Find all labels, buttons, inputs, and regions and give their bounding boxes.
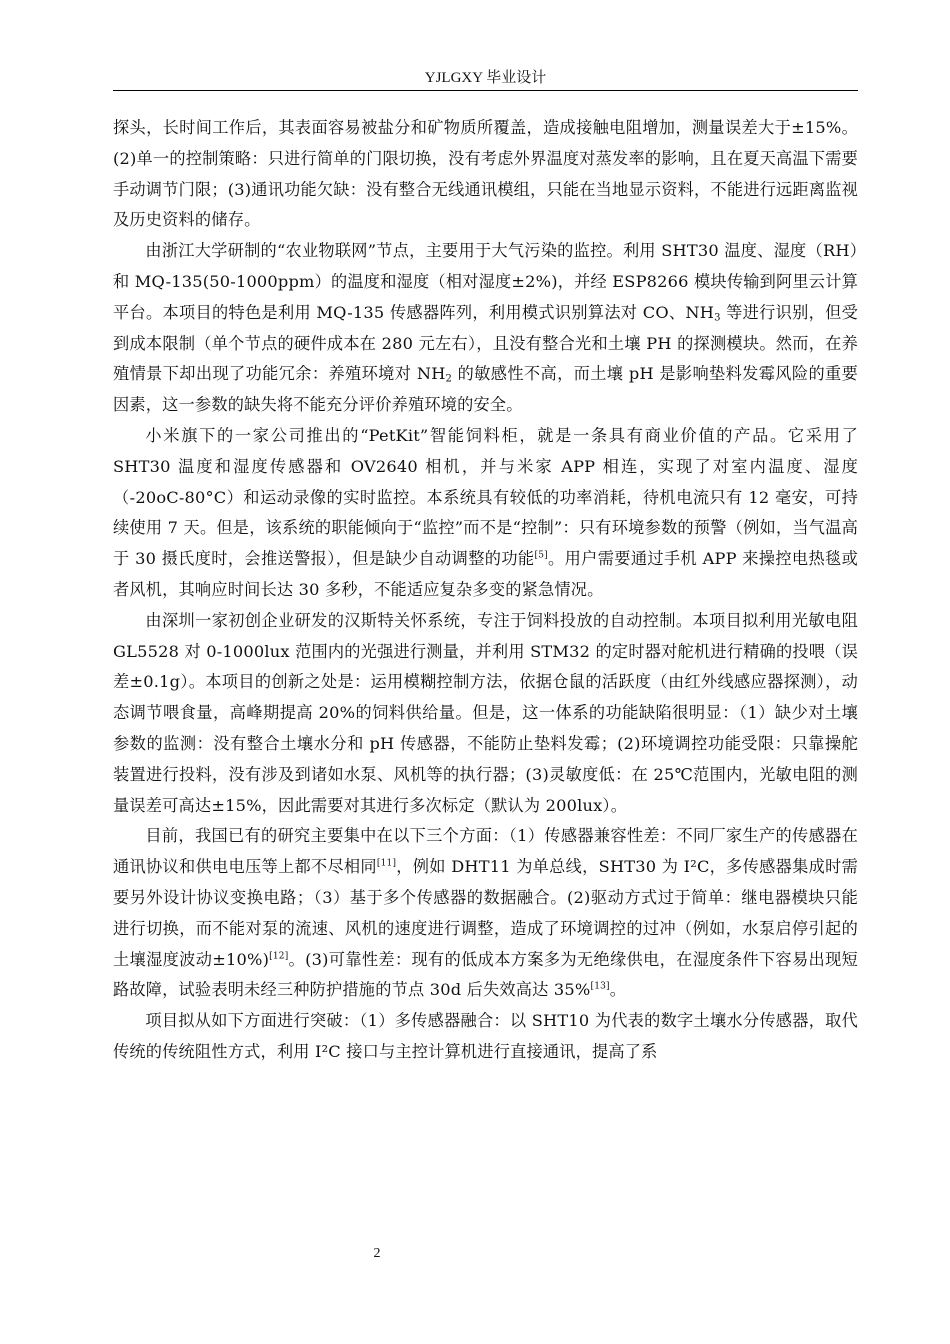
paragraph-4: [113, 606, 858, 822]
header-title: YJLGXY 毕业设计: [424, 70, 547, 86]
citation-11: [11]: [376, 858, 397, 869]
paragraph-3: [113, 421, 858, 606]
subscript-3: 3: [714, 312, 721, 324]
page-header: [113, 68, 858, 91]
paragraph-6-text: 项目拟从如下方面进行突破：（1）多传感器融合：以 SHT10 为代表的数字土壤水分传感器，取代传统的传统阻性方式，利用 I²C 接口与主控计算机进行直接通讯，提高了系: [113, 1011, 858, 1061]
paragraph-4-text: 由深圳一家初创企业研发的汉斯特关怀系统，专注于饲料投放的自动控制。本项目拟利用光敏电阻 GL5528 对 0-1000lux 范围内的光强进行测量，并利用 STM32 的定时器对舵机进行精确的投喂（误差±0.1g）。本项目的创新之处是：运用模糊控制方法，依据仓鼠的活跃度（由红外线感应器探测），动态调节喂食量，高峰期提高 20%的饲料供给量。但是，这一体系的功能缺陷很明显：（1）缺少对土壤参数的监测：没有整合土壤水分和 pH 传感器，不能防止垫料发霉；(2)环境调控功能受限：只靠操舵装置进行投料，没有涉及到诸如水泵、风机等的执行器；(3)灵敏度低：在 25℃范围内，光敏电阻的测量误差可高达±15%，因此需要对其进行多次标定（默认为 200lux）。: [113, 610, 858, 815]
document-body: [113, 113, 858, 1068]
paragraph-1: [113, 113, 858, 236]
paragraph-5-text-c: 。(3)可靠性差：现有的低成本方案多为无绝缘供电，在湿度条件下容易出现短路故障，试验表明未经三种防护措施的节点 30d 后失效高达 35%: [113, 949, 858, 1000]
page-footer: [0, 1246, 754, 1262]
citation-12: [12]: [269, 951, 289, 962]
paragraph-3-text-a: 小米旗下的一家公司推出的“PetKit”智能饲料柜，就是一条具有商业价值的产品。它采用了 SHT30 温度和湿度传感器和 OV2640 相机，并与米家 APP 相连，实现了对室内温度、湿度（-20oC-80°C）和运动录像的实时监控。本系统具有较低的功率消耗，待机电流只有 12 毫安，可持续使用 7 天。但是，该系统的职能倾向于“监控”而不是“控制”：只有环境参数的预警（例如，当气温高于 30 摄氏度时，会推送警报），但是缺少自动调整的功能: [113, 425, 858, 569]
paragraph-6: [113, 1006, 858, 1068]
paragraph-5-text-b: ，例如 DHT11 为单总线，SHT30 为 I²C，多传感器集成时需要另外设计协议变换电路；（3）基于多个传感器的数据融合。(2)驱动方式过于简单：继电器模块只能进行切换，而不能对泵的流速、风机的速度进行调整，造成了环境调控的过冲（例如，水泵启停引起的土壤湿度波动±10%): [113, 857, 858, 969]
paragraph-3-text-b: 。用户需要通过手机 APP 来操控电热毯或者风机，其响应时间长达 30 多秒，不能适应复杂多变的紧急情况。: [113, 549, 859, 599]
subscript-2: 2: [445, 373, 453, 385]
paragraph-2-text-c: 的敏感性不高，而土壤 pH 是影响垫料发霉风险的重要因素，这一参数的缺失将不能充分评价养殖环境的安全。: [113, 364, 858, 415]
page-number: 2: [373, 1246, 381, 1261]
citation-5: [5]: [534, 550, 548, 561]
paragraph-5-text-d: 。: [609, 980, 627, 1000]
paragraph-2-text-a: 由浙江大学研制的“农业物联网”节点，主要用于大气污染的监控。利用 SHT30 温度、湿度（RH）和 MQ-135(50-1000ppm）的温度和湿度（相对湿度±2%)，并经 ESP8266 模块传输到阿里云计算平台。本项目的特色是利用 MQ-135 传感器阵列，利用模式识别算法对 CO、NH: [113, 241, 858, 322]
citation-13: [13]: [590, 982, 610, 993]
paragraph-2: [113, 236, 858, 421]
paragraph-2-text-b: 等进行识别，但受到成本限制（单个节点的硬件成本在 280 元左右），且没有整合光和土壤 PH 的探测模块。然而，在养殖情景下却出现了功能冗余：养殖环境对 NH: [113, 302, 858, 384]
paragraph-1-text: 探头，长时间工作后，其表面容易被盐分和矿物质所覆盖，造成接触电阻增加，测量误差大于±15%。(2)单一的控制策略：只进行简单的门限切换，没有考虑外界温度对蒸发率的影响，且在夏天高温下需要手动调节门限；(3)通讯功能欠缺：没有整合无线通讯模组，只能在当地显示资料，不能进行远距离监视及历史资料的储存。: [113, 118, 858, 230]
paragraph-5: [113, 821, 858, 1006]
paragraph-5-text-a: 目前，我国已有的研究主要集中在以下三个方面：（1）传感器兼容性差：不同厂家生产的传感器在通讯协议和供电电压等上都不尽相同: [113, 826, 858, 877]
